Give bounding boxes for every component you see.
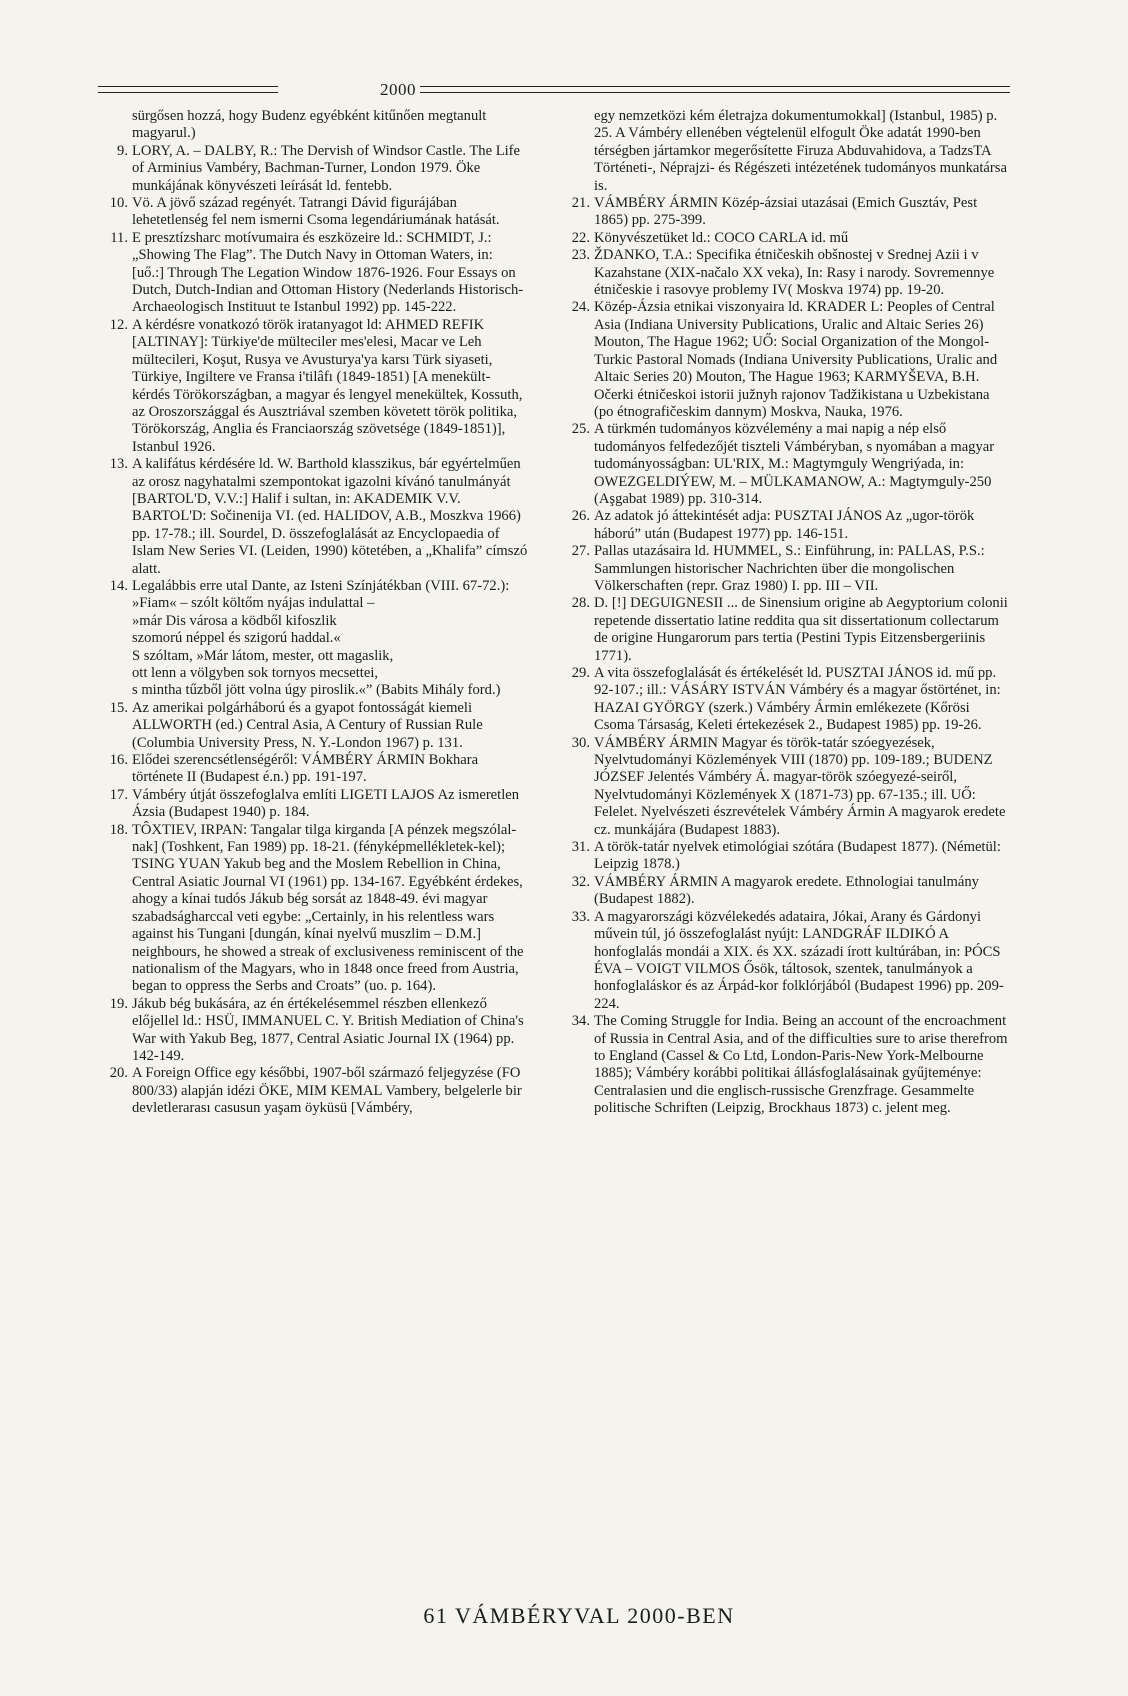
header-rule-right [420,86,1010,93]
footnote [98,143,528,195]
footnote-text: E presztízsharc motívumaira és eszközeire ld.: SCHMIDT, J.: „Showing The Flag”. The Dutch Navy in Ottoman Waters, in: [uő.:] Through The Legation Window 1876-1926. Four Essays on Dutch, Dutch-Indian and Ottoman History (Nederlands Historisch-Archaeologisch Instituut te Istanbul 1992) pp. 145-222. [132,229,524,316]
footnote-number: 12. [109,316,128,333]
footnote-number: 19. [109,995,128,1012]
footnote [98,230,528,317]
footnote-text: VÁMBÉRY ÁRMIN Közép-ázsiai utazásai (Emich Gusztáv, Pest 1865) pp. 275-399. [594,195,978,229]
footnote-number: 31. [571,839,590,856]
footnote-number: 17. [109,786,128,803]
footnote [98,787,528,822]
footnote-number: 29. [571,665,590,681]
poem-line: s mintha tűzből jött volna úgy piroslik.«” (Babits Mihály ford.) [132,682,501,699]
footnote [560,421,1010,508]
footnote-text: A kérdésre vonatkozó török iratanyagot ld: AHMED REFIK [ALTINAY]: Türkiye'de mülteciler mes'elesi, Macar ve Leh mültecileri, Koşut, Rusya ve Avusturya'ya karsı Türk siyaseti, Türkiye, Ingiltere ve Fransa i'tilâfı (1849-1851) [A menekült-kérdés Törökországban, a magyar és lengyel menekültek, Kossuth, az Oroszországgal és Ausztriával szemben követett török politika, Törökország, Anglia és Franciaország szövetsége (1849-1851)], Istanbul 1926. [132,316,523,455]
dante-quote [98,595,528,699]
footnote-text: ŽDANKO, T.A.: Specifika étničeskih obšnostej v Srednej Azii i v Kazahstane (XIX-načalo XX veka), In: Rasy i narody. Sovremennye étničeskie i rasovye problemy IV( Moskva 1974) pp. 19-20. [594,247,995,299]
footnote-number: 28. [571,595,590,612]
footnote-text: Vö. A jövő század regényét. Tatrangi Dávid figurájában lehetetlenség fel nem ismerni Csoma legendáriumának hatását. [132,195,500,229]
footnote-text: A vita összefoglalását és értékelését ld. PUSZTAI JÁNOS id. mű pp. 92-107.; ill.: VÁSÁRY ISTVÁN Vámbéry és a magyar őstörténet, in: HAZAI GYÖRGY (szerk.) Vámbéry Ármin emlékezete (Kőrösi Csoma Társaság, Keleti értekezések 2., Budapest 1985) pp. 19-26. [594,665,1001,734]
footnote [98,317,528,456]
footnote [98,195,528,230]
footnote [98,578,528,595]
footnote-number: 13. [109,456,128,473]
footnote-number: 11. [110,229,128,246]
footnote-number: 10. [109,195,128,212]
footnote-text: VÁMBÉRY ÁRMIN A magyarok eredete. Ethnologiai tanulmány (Budapest 1882). [594,873,979,908]
footnote [98,700,528,752]
footnote-text: Pallas utazásaira ld. HUMMEL, S.: Einführung, in: PALLAS, P.S.: Sammlungen historischer Nachrichten über die mongolischen Völkerschaften (repr. Graz 1980) I. pp. III – VII. [594,543,985,594]
footnote-text: LORY, A. – DALBY, R.: The Dervish of Windsor Castle. The Life of Arminius Vambéry, Bachman-Turner, London 1979. Öke munkájának könyvészeti leírását ld. fentebb. [132,142,521,194]
footnote-text: Elődei szerencsétlenségéről: VÁMBÉRY ÁRMIN Bokhara története II (Budapest é.n.) pp. 191-197. [132,752,479,786]
footnote-text: D. [!] DEGUIGNESII ... de Sinensium origine ab Aegyptorium colonii repetende dissertatio latine reddita qua sit dissertationum collectarum de origine Hungarorum pars tertia (Pestini Typis Eitzensbergeriinis 1771). [594,595,1008,664]
header-rule-left [98,86,278,93]
note-continuation: egy nemzetközi kém életrajza dokumentumokkal] (Istanbul, 1985) p. 25. A Vámbéry ellenében végtelenül elfogult Öke adatát 1990-ben térségben jártamkor megerősítette Firuza Abduvahidova, a TadzsTA Történeti-, Néprajzi- és Régészeti intézetének tudományos munkatársa is. [594,108,1007,194]
footnote-text: A török-tatár nyelvek etimológiai szótára (Budapest 1877). (Németül: Leipzig 1878.) [594,839,1001,873]
footnote-number: 34. [571,1013,590,1030]
footnote-text: A türkmén tudományos közvélemény a mai napig a nép első tudományos felfedezőjét tiszteli Vámbéryban, s nyomában a magyar tudományosságban: UL'RIX, M.: Magtymguly Wengriýada, in: OWEZGELDIÝEW, M. – MÜLKAMANOW, A.: Magtymguly-250 (Aşgabat 1989) pp. 310-314. [594,421,995,507]
footnote [560,595,1010,665]
footnote-text: Vámbéry útját összefoglalva említi LIGETI LAJOS Az ismeretlen Ázsia (Budapest 1940) p. 184. [132,786,520,821]
footnote [560,299,1010,421]
footnote [560,543,1010,595]
right-column [560,108,1010,1118]
footnote [98,752,528,787]
footnote-number: 26. [571,508,590,525]
footnote [560,874,1010,909]
footnote [560,195,1010,230]
footnote-number: 24. [571,299,590,316]
footnote-text: A kalifátus kérdésére ld. W. Barthold klasszikus, bár egyértelműen az orosz nagyhatalmi szempontokat igazolni kívánó tanulmányát [BARTOL'D, V.V.:] Halif i sultan, in: AKADEMIK V.V. BARTOL'D: Sočinenija VI. (ed. HALIDOV, A.B., Moszkva 1966) pp. 17-78.; ill. Sourdel, D. összefoglalását az Encyclopaedia of Islam New Series VI. (Leiden, 1990) kötetében, a „Khalifa” címszó alatt. [132,456,528,577]
footnote-text: Legalábbis erre utal Dante, az Isteni Színjátékban (VIII. 67-72.): [132,577,510,594]
footnote-number: 32. [571,873,590,890]
footnote-number: 20. [109,1065,128,1082]
note-continuation: sürgősen hozzá, hogy Budenz egyébként kitűnően megtanult magyarul.) [132,108,487,142]
footnote [560,839,1010,874]
footnote [560,1013,1010,1117]
footnote-text: A magyarországi közvélekedés adataira, Jókai, Arany és Gárdonyi művein túl, jó összefoglalást nyújt: LANDGRÁF ILDIKÓ A honfoglalás mondái a XIX. és XX. századi írott kultúrában, in: PÓCS ÉVA – VOIGT VILMOS Ősök, táltosok, szentek, tanulmányok a honfoglaláskor és az Árpád-kor folklórjából (Budapest 1996) pp. 209-224. [594,908,1004,1012]
footnote-text: Könyvészetüket ld.: COCO CARLA id. mű [594,229,849,246]
footnote-text: TÔXTIEV, IRPAN: Tangalar tilga kirganda [A pénzek megszólal-nak] (Toshkent, Fan 1989) pp. 18-21. (fényképmellékletek-kel); TSING YUAN Yakub beg and the Moslem Rebellion in China, Central Asiatic Journal VI (1961) pp. 134-167. Egyébként érdekes, ahogy a kínai tudós Jákub bég sorsát az 1848-49. évi magyar szabadságharccal veti egybe: „Certainly, in his relentless wars against his Tungani [dungán, kínai nyelvű muszlim – D.M.] neighbours, he showed a streak of exclusiveness reminiscent of the nationalism of the Magyars, who in 1848 once freed from Austria, began to oppress the Serbs and Croats” (uo. p. 164). [132,821,524,995]
page-header [98,80,1010,102]
footnote [560,247,1010,299]
footnote-number: 18. [109,821,128,838]
footnote-number: 9. [117,142,128,159]
footnote [98,822,528,996]
footnote-number: 33. [571,908,590,925]
footnote-number: 30. [571,734,590,751]
header-year: 2000 [380,80,416,99]
footnote-number: 25. [571,421,590,438]
footnote [560,230,1010,247]
poem-line: ott lenn a völgyben sok tornyos mecsettei, [132,665,379,681]
footnote-text: Az amerikai polgárháború és a gyapot fontosságát kiemeli ALLWORTH (ed.) Central Asia, A Century of Russian Rule (Columbia University Press, N. Y.-London 1967) p. 131. [132,699,483,751]
left-column [98,108,528,1118]
footnote [560,665,1010,735]
footnote-number: 21. [571,195,590,212]
footnote-text: Közép-Ázsia etnikai viszonyaira ld. KRADER L: Peoples of Central Asia (Indiana University Publications, Uralic and Altaic Series 26) Mouton, The Hague 1962; UŐ: Social Organization of the Mongol-Turkic Pastoral Nomads (Indiana University Publications, Uralic and Altaic Series 20) Mouton, The Hague 1963; KARMYŠEVA, B.H. Očerki étničeskoi istorii južnyh rajonov Tadžikistana u Uzbekistana (po étnografičeskim dannym) Moskva, Nauka, 1976. [594,299,998,420]
footnote-text: Az adatok jó áttekintését adja: PUSZTAI JÁNOS Az „ugor-török háború” után (Budapest 1977) pp. 146-151. [594,508,975,542]
poem-line: S szóltam, »Már látom, mester, ott magaslik, [132,647,394,664]
footnote-number: 27. [571,543,590,560]
footnote [560,735,1010,839]
footnote [560,508,1010,543]
footnote-text: Jákub bég bukására, az én értékelésemmel részben ellenkező előjellel ld.: HSÜ, IMMANUEL C. Y. British Mediation of China's War with Yakub Beg, 1877, Central Asiatic Journal IX (1964) pp. 142-149. [132,995,524,1064]
footnote-text: The Coming Struggle for India. Being an account of the encroachment of Russia in Central Asia, and of the difficulties sure to arise therefrom to England (Cassel & Co Ltd, London-Paris-New York-Melbourne 1885); Vámbéry korábbi politikai állásfoglalásainak gyűjteménye: Centralasien und die englisch-russische Grenzfrage. Gesammelte politische Schriften (Leipzig, Brockhaus 1873) c. jelent meg. [594,1013,1008,1117]
footnote [560,909,1010,1013]
footnote-number: 22. [571,229,590,246]
page-footer: 61 VÁMBÉRYVAL 2000-BEN [423,1603,735,1628]
poem-line: »Fiam« – szólt költőm nyájas indulattal – [132,595,375,612]
footnote [98,996,528,1066]
footnote [98,456,528,578]
poem-line: »már Dis városa a ködből kifoszlik [132,612,337,629]
poem-line: szomorú néppel és szigorú haddal.« [132,630,341,647]
footnote-text: A Foreign Office egy későbbi, 1907-ből származó feljegyzése (FO 800/33) alapján idézi ÖKE, MIM KEMAL Vambery, belgelerle bir devletlerarası casusun yaşam öyküsü [Vámbéry, [132,1065,522,1117]
footnote-number: 14. [109,577,128,594]
footnote-text: VÁMBÉRY ÁRMIN Magyar és török-tatár szóegyezések, Nyelvtudományi Közlemények VIII (1870) pp. 109-189.; BUDENZ JÓZSEF Jelentés Vámbéry Á. magyar-török szóegyezé-seiről, Nyelvtudományi Közlemények X (1871-73) pp. 67-135.; ill. UŐ: Felelet. Nyelvészeti észrevételek Vámbéry Ármin A magyarok eredete cz. munkájára (Budapest 1883). [594,734,1006,838]
footnote [98,1065,528,1117]
footnote-number: 15. [109,699,128,716]
footnote-number: 23. [571,247,590,264]
footnote-number: 16. [109,752,128,769]
